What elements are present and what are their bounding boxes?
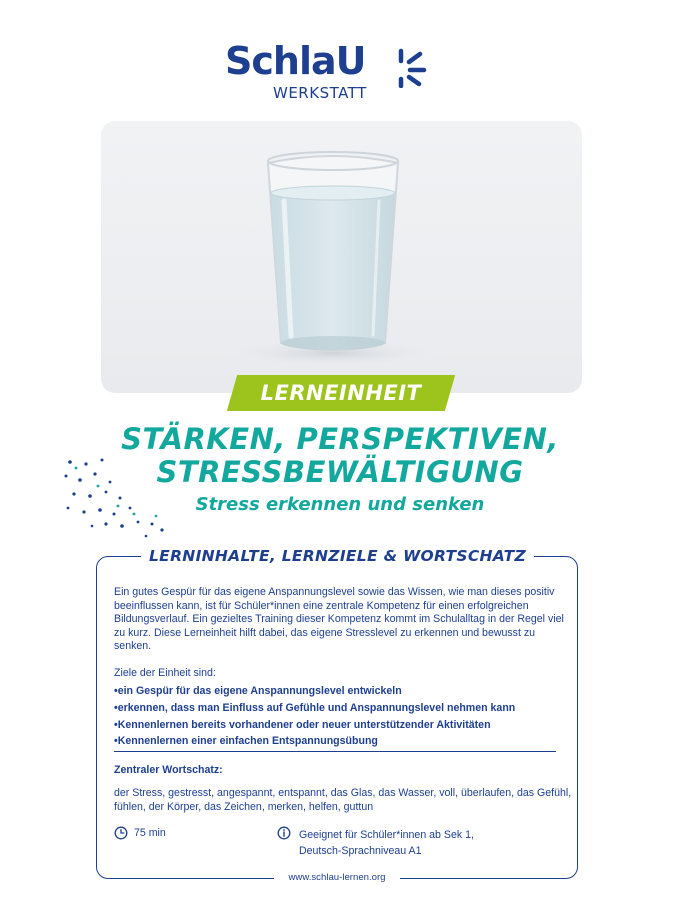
schlau-werkstatt-logo [225,38,435,108]
suitability-line-2: Deutsch-Sprachniveau A1 [299,845,422,857]
title-line-2: STRESSBEWÄLTIGUNG [156,455,524,489]
decorative-dots-icon [62,452,172,542]
goal-item: • erkennen, dass man Einfluss auf Gefühle und Anspannungslevel nehmen kann [114,700,570,717]
goal-item: • ein Gespür für das eigene Anspannungslevel entwickeln [114,683,570,700]
info-icon [277,826,291,840]
suitability-text [299,827,559,859]
vocab-text: der Stress, gestresst, angespannt, entspannt, das Glas, das Wasser, voll, überlaufen, das Gefühl, fühlen, der Körper, das Zeichen, merken, helfen, guttun [114,787,572,813]
footer-url-link[interactable]: www.schlau-lernen.org [274,869,400,887]
goal-item: • Kennenlernen bereits vorhandener oder neuer unterstützender Aktivitäten [114,717,570,734]
intro-paragraph: Ein gutes Gespür für das eigene Anspannungslevel sowie das Wissen, wie man dieses positiv beeinflussen kann, ist für Schüler*innen eine zentrale Kompetenz für einen erfolgreichen Bildungsverlauf. Ein gezieltes Training dieser Kompetenz kommt im Schulalltag in der Regel viel zu kurz. Diese Lerneinheit hilft dabei, das eigene Stresslevel zu erkennen und bewusst zu senken. [114,586,564,653]
glass-illustration [101,121,582,393]
vocab-heading: Zentraler Wortschatz: [114,764,223,776]
duration-text: 75 min [134,827,166,839]
logo-burst-icon [389,48,429,88]
suitability-line-1: Geeignet für Schüler*innen ab Sek 1, [299,829,474,841]
goals-list [114,683,570,750]
lerneinheit-label: LERNEINHEIT [260,381,422,405]
clock-icon [114,826,128,840]
goal-item: • Kennenlernen einer einfachen Entspannungsübung [114,733,570,750]
goals-heading: Ziele der Einheit sind: [114,667,216,679]
page-subtitle: Stress erkennen und senken [195,494,485,515]
logo-wordmark: SchlaU [225,39,366,83]
box-heading: LERNINHALTE, LERNZIELE & WORTSCHATZ [141,543,534,569]
divider [114,751,556,752]
logo-subline: WERKSTATT [273,84,367,102]
title-line-1: STÄRKEN, PERSPEKTIVEN, [121,422,559,456]
glass-of-water-photo [101,121,582,393]
